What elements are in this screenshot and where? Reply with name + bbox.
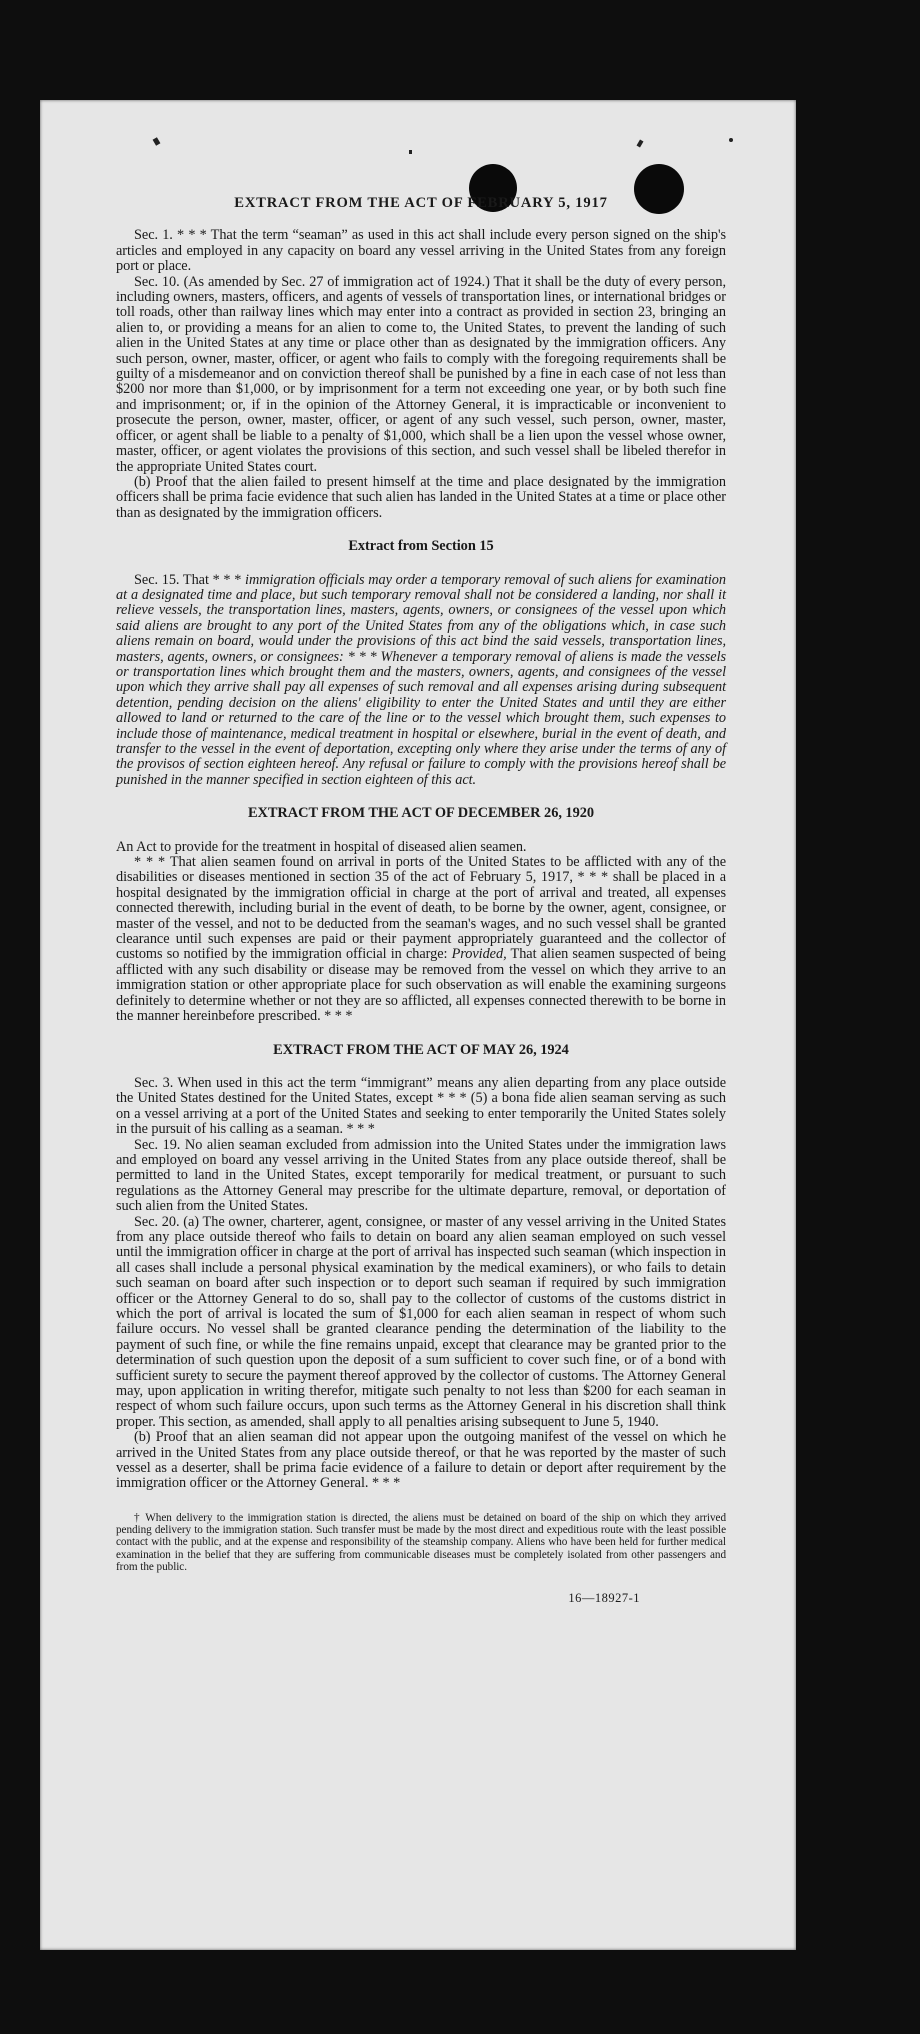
section-10b-text: (b) Proof that the alien failed to present himself at the time and place designated by the immigration officers shall be prima facie evidence that such alien has landed in the United States at a time or place other than as designated by the immigration officers. bbox=[116, 473, 726, 521]
section-19-text: Sec. 19. No alien seaman excluded from admission into the United States under the immigration laws and employed on board any vessel arriving in the United States from any place outside thereof, shall be permitted to land in the United States, except temporarily for medical treatment, or pursuant to such regulations as the Attorney General may prescribe for the ultimate departure, removal, or deportation of such alien from the United States. bbox=[116, 1136, 726, 1215]
provided-word: Provided, bbox=[451, 946, 507, 963]
section-20b-text: (b) Proof that an alien seaman did not appear upon the outgoing manifest of the vessel on which he arrived in the United States from any place outside thereof, or that he was reported by the master of such vessel as a deserter, shall be prima facie evidence of a failure to detain or deport after requirement by the immigration officer or the Attorney General. * * * bbox=[116, 1429, 726, 1492]
form-code: 16—18927-1 bbox=[568, 1591, 640, 1606]
section-10-text: Sec. 10. (As amended by Sec. 27 of immigration act of 1924.) That it shall be the duty of every person, including owners, masters, officers, and agents of vessels of transportation lines, or international bridges or toll roads, other than railway lines which may enter into a contract as provided in section 23, bringing an alien to, or providing a means for an alien to come to, the United States, to prevent the landing of such alien in the United States at any time or place other than as designated by the immigration officers. Any such person, owner, master, officer, or agent who fails to comply with the foregoing requirements shall be guilty of a misdemeanor and on conviction thereof shall be punished by a fine in each case of not less than $200 nor more than $1,000, or by imprisonment for a term not exceeding one year, or by both such fine and imprisonment; or, if in the opinion of the Attorney General, it is impracticable or inconvenient to prosecute the person, owner, master, officer, or agent of any such vessel, such person, owner, master, officer, or agent shall be liable to a penalty of $1,000, which shall be a lien upon the vessel whose owner, master, officer, or agent violates the provisions of this section, and such vessel shall be libeled therefor in the appropriate United States court. bbox=[116, 273, 726, 475]
scan-mark bbox=[153, 137, 161, 146]
act-1920-proviso: That alien seamen suspected of being afflicted with any such disability or disease may be removed from the vessel on which they arrive to an immigration station or other appropriate place for such observation as will enable the examining surgeons definitely to determine whether or not they are so afflicted, all expenses connected therewith to be borne in the manner hereinbefore prescribed. * * * bbox=[116, 946, 726, 1025]
section-3-text: Sec. 3. When used in this act the term “immigrant” means any alien departing from any place outside the United States destined for the United States, except * * * (5) a bona fide alien seaman serving as such on a vessel arriving at a port of the United States and seeking to enter temporarily the United States solely in the pursuit of his calling as a seaman. * * * bbox=[116, 1074, 726, 1138]
act-1920-main: * * * That alien seamen found on arrival in ports of the United States to be afflicted with any of the disabilities or diseases mentioned in section 35 of the act of February 5, 1917, * * * shall be placed in a hospital designated by the immigration official in charge at the port of arrival and treated, all expenses connected therewith, including burial in the event of death, to be borne by the owner, agent, consignee, or master of the vessel, and not to be deducted from the seaman's wages, and no such vessel shall be granted clearance until such expenses are paid or their payment appropriately guaranteed and the collector of customs so notified by the immigration official in charge: bbox=[116, 854, 726, 963]
scan-mark bbox=[637, 139, 644, 147]
section-15-italic: immigration officials may order a temporary removal of such aliens for examination at a designated time and place, but such temporary removal shall not be considered a landing, nor shall it relieve vessels, the transportation lines, masters, agents, owners, or consignees of the vessel upon which said aliens are brought to any port of the United States from any of the obligations which, in case such aliens remain on board, would under the provisions of this act bind the said vessels, transportation lines, masters, agents, owners, or consignees: * * * Whenever a temporary removal of aliens is made the vessels or transportation lines which brought them and the masters, owners, agents, and consignees of the vessel upon which they arrive shall pay all expenses of such removal and all expenses arising during subsequent detention, pending decision on the aliens' eligibility to enter the United States and until they are either allowed to land or returned to the care of the line or to the vessel which brought them, such expenses to include those of maintenance, medical treatment in hospital or elsewhere, burial in the event of death, and transfer to the vessel in the event of deportation, excepting only where they arise under the terms of any of the provisos of section eighteen hereof. Any refusal or failure to comply with the provisions hereof shall be punished in the manner specified in section eighteen of this act. bbox=[116, 571, 727, 788]
scan-mark bbox=[729, 138, 733, 142]
document-body bbox=[116, 196, 726, 1607]
heading-act-1920: EXTRACT FROM THE ACT OF DECEMBER 26, 1920 bbox=[247, 805, 595, 822]
section-1-text: Sec. 1. * * * That the term “seaman” as used in this act shall include every person signed on the ship's articles and employed in any capacity on board any vessel arriving in the United States from any foreign port or place. bbox=[116, 227, 726, 275]
section-15-text bbox=[116, 573, 726, 789]
document-page bbox=[40, 100, 796, 1950]
section-20a-text: Sec. 20. (a) The owner, charterer, agent, consignee, or master of any vessel arriving in the United States from any place outside thereof who fails to detain on board any alien seaman employed on such vessel until the immigration officer in charge at the port of arrival has inspected such seaman (which inspection in all cases shall include a personal physical examination by the medical examiners), or who fails to detain such seaman on board after such inspection or to deport such seaman if required by such immigration officer or the Attorney General to do so, shall pay to the collector of customs of the customs district in which the port of arrival is located the sum of $1,000 for each alien seaman in respect of whom such failure occurs. No vessel shall be granted clearance pending the determination of the liability to the payment of such fine, or while the fine remains unpaid, except that clearance may be granted prior to the determination of such question upon the deposit of a sum sufficient to cover such fine, or of a bond with sufficient surety to secure the payment thereof approved by the collector of customs. The Attorney General may, upon application in writing therefor, mitigate such penalty to not less than $200 for each seaman in respect of whom such failure occurs, upon such terms as the Attorney General in his discretion shall think proper. This section, as amended, shall apply to all penalties arising subsequent to June 5, 1940. bbox=[116, 1213, 726, 1430]
scan-mark bbox=[409, 150, 412, 154]
act-1920-text bbox=[116, 855, 726, 1024]
heading-section-15: Extract from Section 15 bbox=[348, 538, 494, 555]
heading-act-1917: EXTRACT FROM THE ACT OF FEBRUARY 5, 1917 bbox=[234, 195, 608, 211]
footnote: † When delivery to the immigration station is directed, the aliens must be detained on board of the ship on which they arrived pending delivery to the immigration station. Such transfer must be made by the most direct and expeditious route with the least possible contact with the public, and at the expense and responsibility of the steamship company. Aliens who have been held for further medical examination in the belief that they are suffering from communicable diseases must be completely isolated from other passengers and from the public. bbox=[116, 1511, 726, 1574]
heading-act-1924: EXTRACT FROM THE ACT OF MAY 26, 1924 bbox=[273, 1041, 569, 1058]
act-1920-intro: An Act to provide for the treatment in hospital of diseased alien seamen. bbox=[116, 838, 527, 855]
section-15-lead: Sec. 15. That * * * bbox=[134, 571, 246, 588]
